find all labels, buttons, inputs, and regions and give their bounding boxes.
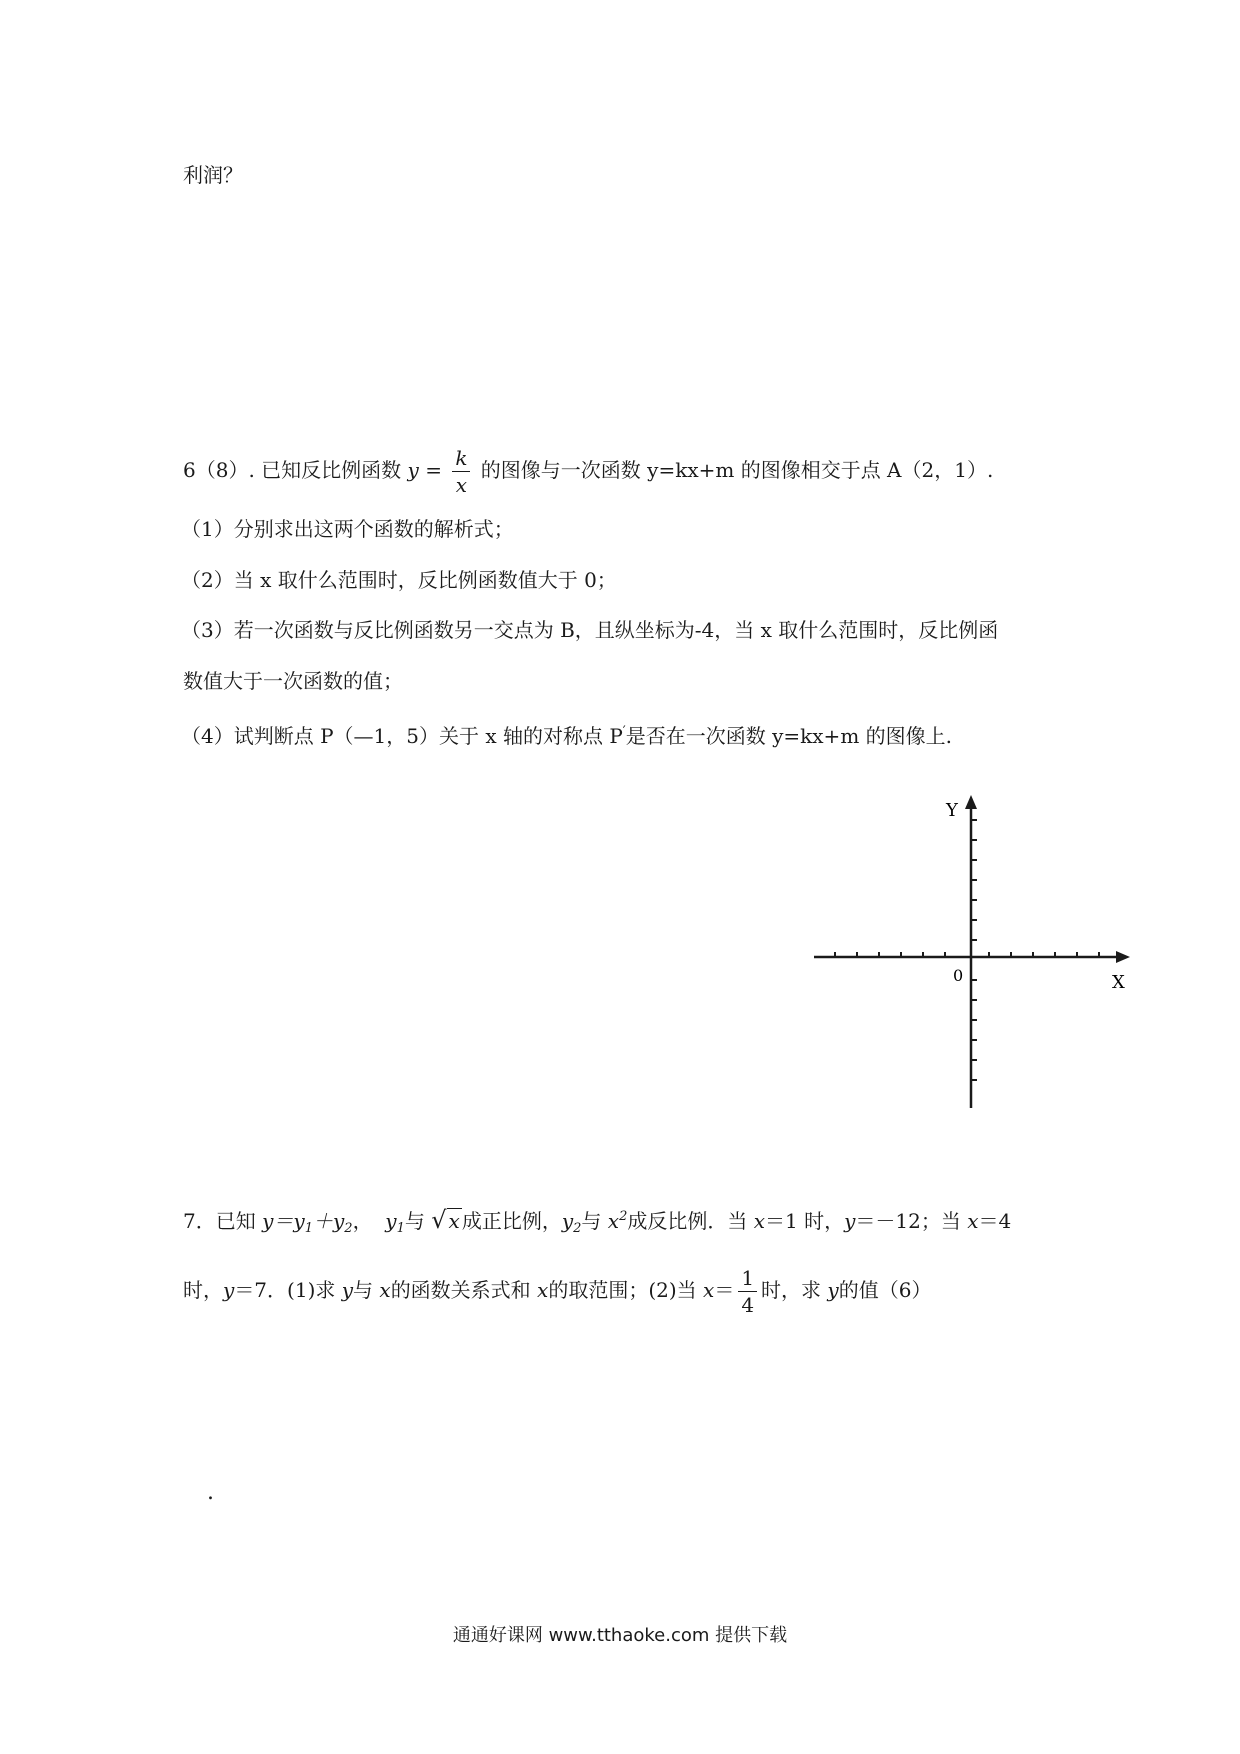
q7-y2: $y_2$ — [561, 1209, 582, 1236]
x-axis-label: X — [1112, 972, 1125, 993]
question-6-item-1: （1）分别求出这两个函数的解析式； — [181, 517, 514, 541]
q7-when: 时， — [183, 1278, 223, 1302]
q7-proportional: 成正比例， — [461, 1209, 562, 1233]
q7-y1: $y_1$ — [385, 1209, 405, 1236]
q7-y-d: y — [827, 1278, 839, 1302]
question-6-item-3: （3）若一次函数与反比例函数另一交点为 B，且纵坐标为-4，当 x 取什么范围时，反比例函 — [181, 618, 999, 642]
q7-with-3: 与 — [353, 1278, 374, 1302]
question-6-item-4-a: （4）试判断点 P（—1，5）关于 x 轴的对称点 P — [181, 724, 623, 748]
q7-x-c: x — [379, 1278, 391, 1302]
q7-x-a: x — [753, 1209, 765, 1233]
origin-label: 0 — [953, 966, 964, 985]
continuation-text: 利润？ — [183, 163, 243, 187]
q7-eq-7: ＝7．(1)求 — [234, 1278, 336, 1302]
q7-eq-4: ＝4 — [978, 1209, 1012, 1233]
question-6-stem — [183, 445, 993, 498]
prime-mark: ′ — [622, 724, 626, 739]
q7-inverse: 成反比例．当 — [627, 1209, 748, 1233]
question-6-rest: 的图像与一次函数 y=kx+m 的图像相交于点 A（2，1）. — [480, 458, 994, 482]
q7-eq-neg12: ＝－12；当 — [855, 1209, 961, 1233]
question-6-item-4 — [181, 718, 952, 750]
q7-range: 的取范围；(2)当 — [548, 1278, 697, 1302]
sqrt-x: √ x — [431, 1206, 460, 1234]
question-7-line-1 — [183, 1203, 1011, 1243]
q7-with-2: 与 — [581, 1209, 602, 1233]
q7-x-b: x — [967, 1209, 979, 1233]
fraction-numerator: k — [452, 445, 470, 472]
question-6-lead: 6（8）. 已知反比例函数 — [183, 458, 402, 482]
q7-relation: 的函数关系式和 — [390, 1278, 531, 1302]
stray-dot: . — [207, 1480, 214, 1505]
q7-x-d: x — [537, 1278, 549, 1302]
question-6-y-equals: y = — [407, 458, 442, 482]
fraction-denominator: x — [455, 473, 468, 497]
coordinate-axes-diagram — [800, 790, 1140, 1120]
q7-eq: ＝ — [714, 1278, 735, 1302]
y-axis-label: Y — [946, 800, 958, 821]
q7-expr-y: $y=y_1+y_2$ — [262, 1209, 353, 1236]
q7-find: 时，求 — [761, 1278, 822, 1302]
q7-y-a: y — [844, 1209, 856, 1233]
fraction-one-quarter: $\frac{1}{4}$ — [738, 1265, 757, 1318]
fraction-k-over-x — [452, 445, 470, 498]
q7-value: 的值（6） — [838, 1278, 932, 1302]
question-7-line-2 — [183, 1265, 931, 1318]
y-axis — [965, 795, 977, 1108]
q7-eq-1: ＝1 时， — [764, 1209, 845, 1233]
q7-with-1: 与 — [404, 1209, 425, 1233]
q7-lead: 7．已知 — [183, 1209, 256, 1233]
q7-y-b: y — [223, 1278, 235, 1302]
q7-y-c: y — [341, 1278, 354, 1302]
question-6-item-2: （2）当 x 取什么范围时，反比例函数值大于 0； — [181, 568, 617, 592]
footer-source: 通通好课网 www.tthaoke.com 提供下载 — [452, 1625, 788, 1646]
q7-comma: ， — [352, 1209, 373, 1233]
q7-x-squared: $x^2$ — [607, 1209, 628, 1233]
question-6-item-4-b: 是否在一次函数 y=kx+m 的图像上. — [625, 724, 952, 748]
question-6-item-3-cont: 数值大于一次函数的值； — [183, 669, 403, 693]
q7-x-e: x — [703, 1278, 715, 1302]
